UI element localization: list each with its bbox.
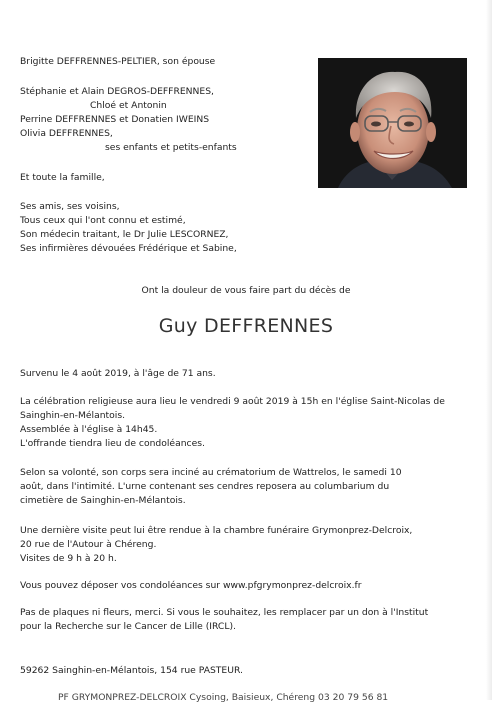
ceremony-line-3: Assemblée à l'église à 14h45. <box>20 424 158 435</box>
family-line-4: Olivia DEFFRENNES, <box>20 128 113 139</box>
friends-line-3: Son médecin traitant, le Dr Julie LESCORNEZ, <box>20 229 229 240</box>
family-line-2: Chloé et Antonin <box>90 100 167 111</box>
visit-line-3: Visites de 9 h à 20 h. <box>20 553 117 564</box>
children-label: ses enfants et petits-enfants <box>105 142 237 153</box>
deceased-name: Guy DEFFRENNES <box>158 315 334 337</box>
ceremony-line-1: La célébration religieuse aura lieu le vendredi 9 août 2019 à 15h en l'église Saint-Nicolas de <box>20 396 445 407</box>
friends-line-1: Ses amis, ses voisins, <box>20 201 120 212</box>
cremation-line-2: août, dans l'intimité. L'urne contenant ses cendres reposera au columbarium du <box>20 481 390 492</box>
ceremony-line-4: L'offrande tiendra lieu de condoléances. <box>20 438 205 449</box>
flowers-line-2: pour la Recherche sur le Cancer de Lille (IRCL). <box>20 621 236 632</box>
friends-line-2: Tous ceux qui l'ont connu et estimé, <box>20 215 186 226</box>
family-line-3: Perrine DEFFRENNES et Donatien IWEINS <box>20 114 210 125</box>
portrait-illustration <box>318 58 467 188</box>
friends-line-4: Ses infirmières dévouées Frédérique et Sabine, <box>20 243 237 254</box>
portrait-photo <box>318 58 467 188</box>
condolences-line: Vous pouvez déposer vos condoléances sur www.pfgrymonprez-delcroix.fr <box>20 580 362 591</box>
visit-line-1: Une dernière visite peut lui être rendue à la chambre funéraire Grymonprez-Delcroix, <box>20 525 413 536</box>
whole-family-line: Et toute la famille, <box>20 172 105 183</box>
scan-edge-shadow <box>486 0 492 700</box>
cremation-line-3: cimetière de Sainghin-en-Mélantois. <box>20 495 186 506</box>
visit-line-2: 20 rue de l'Autour à Chéreng. <box>20 539 157 550</box>
address-line: 59262 Sainghin-en-Mélantois, 154 rue PASTEUR. <box>20 665 243 676</box>
ceremony-line-2: Sainghin-en-Mélantois. <box>20 410 126 421</box>
family-line-1: Stéphanie et Alain DEGROS-DEFFRENNES, <box>20 86 214 97</box>
announcement-text: Ont la douleur de vous faire part du décès de <box>141 285 351 296</box>
death-line: Survenu le 4 août 2019, à l'âge de 71 ans. <box>20 368 216 379</box>
spouse-line: Brigitte DEFFRENNES-PELTIER, son épouse <box>20 56 216 67</box>
flowers-line-1: Pas de plaques ni fleurs, merci. Si vous le souhaitez, les remplacer par un don à l'Institut <box>20 607 429 618</box>
cremation-line-1: Selon sa volonté, son corps sera inciné au crématorium de Wattrelos, le samedi 10 <box>20 467 402 478</box>
funeral-home-footer: PF GRYMONPREZ-DELCROIX Cysoing, Baisieux, Chéreng 03 20 79 56 81 <box>58 692 389 703</box>
